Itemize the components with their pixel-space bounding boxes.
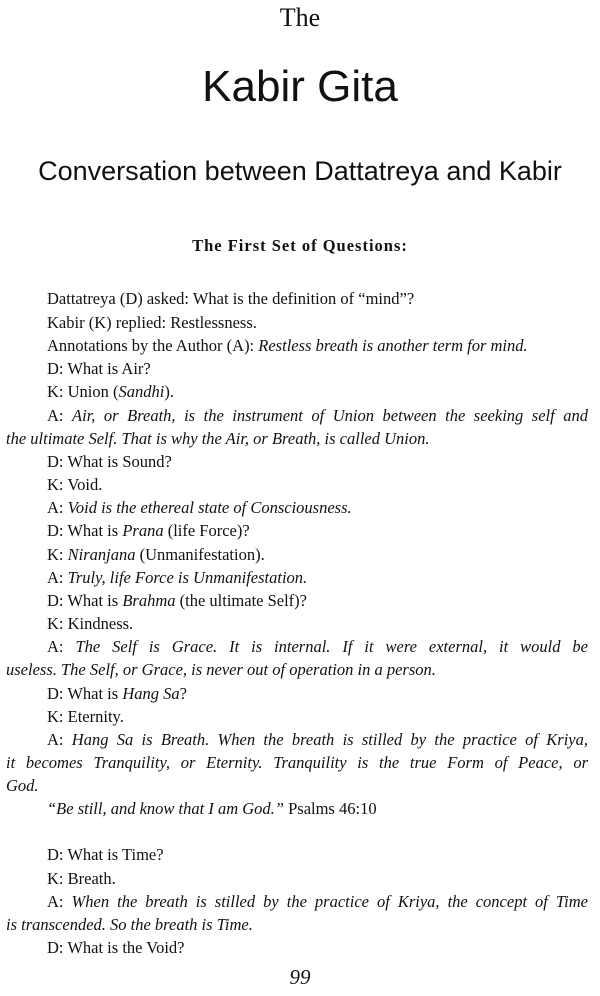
text-line xyxy=(47,567,588,589)
subtitle: Conversation between Dattatreya and Kabir xyxy=(38,156,562,186)
term-text: Prana xyxy=(122,521,164,540)
text-line xyxy=(47,590,588,612)
pre-title: The xyxy=(279,3,321,32)
text-line: K: Kindness. xyxy=(47,614,134,633)
page-title: Kabir Gita xyxy=(202,62,398,111)
text-run: A: xyxy=(47,406,73,425)
term-text: Sandhi xyxy=(118,382,165,401)
text-line xyxy=(47,683,588,705)
term-text: Brahma xyxy=(122,591,176,610)
text-run: ? xyxy=(179,684,187,703)
text-run: K: xyxy=(47,545,68,564)
text-line xyxy=(47,729,588,751)
text-run: (life Force)? xyxy=(163,521,250,540)
text-run: A: xyxy=(47,892,72,911)
quote-citation: Psalms 46:10 xyxy=(283,799,377,818)
text-line: it becomes Tranquility, or Eternity. Tranquility is the true Form of Peace, or xyxy=(6,753,588,772)
text-line: K: Eternity. xyxy=(47,707,124,726)
quote-text: “Be still, and know that I am God.” xyxy=(47,799,284,818)
text-run: K: Union ( xyxy=(47,382,119,401)
text-line xyxy=(47,497,588,519)
text-line xyxy=(47,520,588,542)
text-line: the ultimate Self. That is why the Air, or Breath, is called Union. xyxy=(6,429,430,448)
text-line: useless. The Self, or Grace, is never out of operation in a person. xyxy=(6,660,436,679)
annotation-text: Air, or Breath, is the instrument of Union between the seeking self and xyxy=(72,406,588,425)
text-line: D: What is Time? xyxy=(47,845,164,864)
text-run: D: What is xyxy=(47,591,123,610)
text-run: ). xyxy=(164,382,174,401)
text-run: (the ultimate Self)? xyxy=(175,591,307,610)
text-line xyxy=(47,544,588,566)
term-text: Niranjana xyxy=(67,545,136,564)
text-line xyxy=(47,405,588,427)
text-line xyxy=(47,381,588,403)
annotation-text: Void is the ethereal state of Consciousness. xyxy=(67,498,352,517)
annotation-text: Restless breath is another term for mind. xyxy=(258,336,528,355)
text-line: D: What is Sound? xyxy=(47,452,172,471)
text-run: A: xyxy=(47,730,72,749)
text-run: D: What is xyxy=(47,521,123,540)
text-run: A: xyxy=(47,498,68,517)
text-run: A: xyxy=(47,568,68,587)
text-line: God. xyxy=(6,776,39,795)
text-line xyxy=(47,636,588,658)
text-line xyxy=(47,335,588,357)
text-line: D: What is Air? xyxy=(47,359,151,378)
annotation-text: The Self is Grace. It is internal. If it were external, it would be xyxy=(75,637,589,656)
text-line: Dattatreya (D) asked: What is the definition of “mind”? xyxy=(47,289,415,308)
scripture-quote xyxy=(47,798,588,820)
text-line: K: Breath. xyxy=(47,869,116,888)
annotation-text: Truly, life Force is Unmanifestation. xyxy=(67,568,308,587)
term-text: Hang Sa xyxy=(122,684,180,703)
annotation-text: When the breath is stilled by the practice of Kriya, the concept of Time xyxy=(71,892,588,911)
section-heading: The First Set of Questions: xyxy=(192,236,408,255)
text-line: Kabir (K) replied: Restlessness. xyxy=(47,313,257,332)
annotation-text: Hang Sa is Breath. When the breath is stilled by the practice of Kriya, xyxy=(71,730,588,749)
text-run: A: xyxy=(47,637,76,656)
text-run: (Unmanifestation). xyxy=(135,545,265,564)
text-run: Annotations by the Author (A): xyxy=(47,336,259,355)
text-line: K: Void. xyxy=(47,475,103,494)
text-line: is transcended. So the breath is Time. xyxy=(6,915,253,934)
text-line xyxy=(47,891,588,913)
text-line: D: What is the Void? xyxy=(47,938,185,957)
text-run: D: What is xyxy=(47,684,123,703)
page-number: 99 xyxy=(289,965,311,989)
